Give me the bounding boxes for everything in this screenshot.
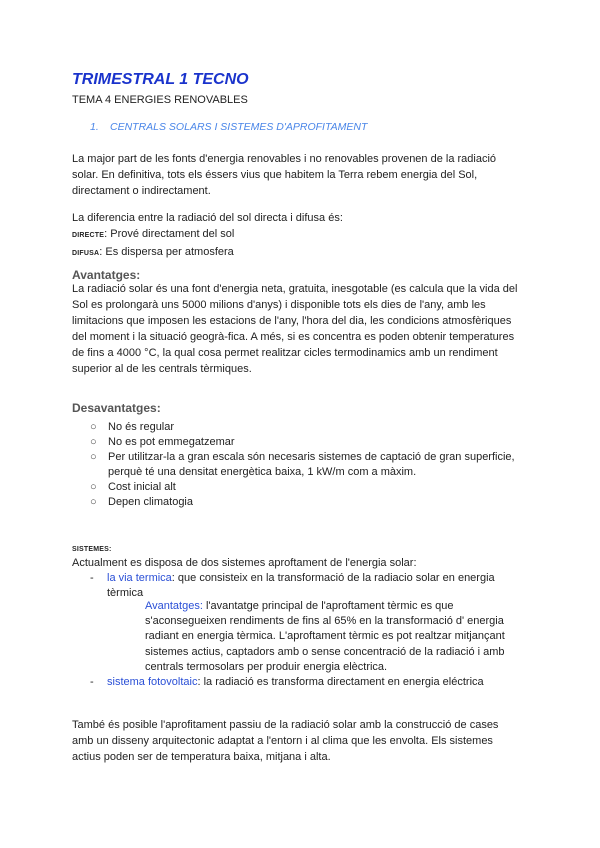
- pv-desc: : la radiació es transforma directament en energia eléctrica: [197, 676, 484, 688]
- list-item: ○ No és regular: [90, 421, 175, 433]
- dash-bullet-icon: -: [90, 572, 94, 584]
- advantages-heading: Avantatges:: [72, 268, 141, 282]
- passive-line: També és posible l'aprofitament passiu de la radiació solar amb la construcció de cases: [72, 719, 499, 731]
- thermal-advantages-line: radiant en energia tèrmica. L'aproftament tèrmic es pot realtzar mitjançant: [145, 630, 505, 643]
- disadvantages-heading: Desavantatges:: [72, 401, 161, 415]
- passive-line: actius poden ser de temperatura baixa, mitjana i alta.: [72, 751, 331, 763]
- disadvantages-list: [90, 420, 530, 510]
- circle-bullet-icon: ○: [90, 436, 97, 448]
- radiation-question: La diferencia entre la radiació del sol directa i difusa és:: [72, 212, 343, 224]
- section-heading: [90, 121, 367, 133]
- thermal-system-item: [90, 571, 510, 601]
- radiation-block: [72, 210, 528, 262]
- intro-line: solar. En definitiva, tots els éssers vius que habitem la Terra rebem energia del Sol,: [72, 169, 478, 181]
- thermal-advantages-line: sistemes actius, captadors amb o sense concentració de la radiació i amb: [145, 645, 505, 658]
- list-item: ○ Depen climatogia: [90, 496, 193, 508]
- section-number: 1.: [90, 121, 99, 133]
- advantages-paragraph: [72, 281, 528, 377]
- advantages-line: del moment i la situació geogrà-fica. A més, si es concentra es poden obtenir temperatures: [72, 331, 515, 343]
- pv-system-item: [90, 675, 510, 690]
- direct-label: DIRECTE: [72, 232, 105, 239]
- circle-bullet-icon: ○: [90, 496, 97, 508]
- advantages-line: de fins a 4000 °C, la qual cosa permet realitzar cicles termodinamics amb un rendiment: [72, 347, 498, 359]
- thermal-desc: : que consisteix en la transformació de la radiacio solar en energia: [171, 572, 495, 584]
- systems-label: SISTEMES:: [72, 546, 112, 553]
- advantages-line: limitacions que imposen les estacions de l'any, l'hora del dia, les condicions atmosfèriques: [72, 315, 512, 327]
- direct-definition: [72, 226, 528, 244]
- diffuse-label: DIFUSA: [72, 250, 100, 257]
- thermal-advantages-line: centrals termosolars per produir energia elèctrica.: [145, 660, 388, 673]
- advantages-line: La radiació solar és una font d'energia neta, gratuita, inesgotable (es calcula que la vida del: [72, 283, 518, 295]
- diffuse-text: : Es dispersa per atmosfera: [99, 246, 234, 258]
- passive-line: amb un disseny arquitectonic adaptat a l'entorn i al clima que les envolta. Els sistemes: [72, 735, 493, 747]
- section-title: CENTRALS SOLARS I SISTEMES D'APROFITAMENT: [110, 121, 368, 133]
- circle-bullet-icon: ○: [90, 481, 97, 493]
- list-item: ○ Per utilitzar-la a gran escala són necesaris sistemes de captació de gran superficie, perquè té una densitat energètica baixa, 1 kW/m com a màxim.: [90, 451, 515, 478]
- page-title: TRIMESTRAL 1 TECNO: [72, 71, 249, 88]
- systems-intro: Actualment es disposa de dos sistemes aproftament de l'energia solar:: [72, 557, 417, 569]
- thermal-advantages-line: l'avantatge principal de l'aproftament tèrmic es que: [202, 600, 454, 612]
- thermal-advantages-line: s'aconsegueixen rendiments de fins al 65% en la transformació d' energia: [145, 615, 504, 628]
- circle-bullet-icon: ○: [90, 451, 97, 463]
- list-item: ○ No es pot emmegatzemar: [90, 436, 235, 448]
- thermal-advantages: [145, 599, 515, 675]
- dash-bullet-icon: -: [90, 676, 94, 688]
- advantages-line: Sol es prolongarà uns 5000 milions d'anys) i disponible tots els dies de l'any, amb les: [72, 299, 486, 311]
- list-item: ○ Cost inicial alt: [90, 481, 176, 493]
- page-subtitle: TEMA 4 ENERGIES RENOVABLES: [72, 94, 248, 106]
- thermal-desc-cont: tèrmica: [107, 587, 144, 599]
- intro-line: La major part de les fonts d'energia renovables i no renovables provenen de la radiació: [72, 153, 497, 165]
- advantages-line: superior al de les centrals tèrmiques.: [72, 363, 252, 375]
- intro-line: directament o indirectament.: [72, 185, 211, 197]
- circle-bullet-icon: ○: [90, 421, 97, 433]
- diffuse-definition: [72, 244, 528, 262]
- intro-paragraph: [72, 151, 528, 199]
- direct-text: : Prové directament del sol: [104, 228, 235, 240]
- thermal-advantages-label: Avantatges:: [145, 600, 203, 612]
- pv-name: sistema fotovoltaic: [107, 676, 198, 688]
- passive-paragraph: [72, 717, 528, 765]
- thermal-name: la via termica: [107, 572, 172, 584]
